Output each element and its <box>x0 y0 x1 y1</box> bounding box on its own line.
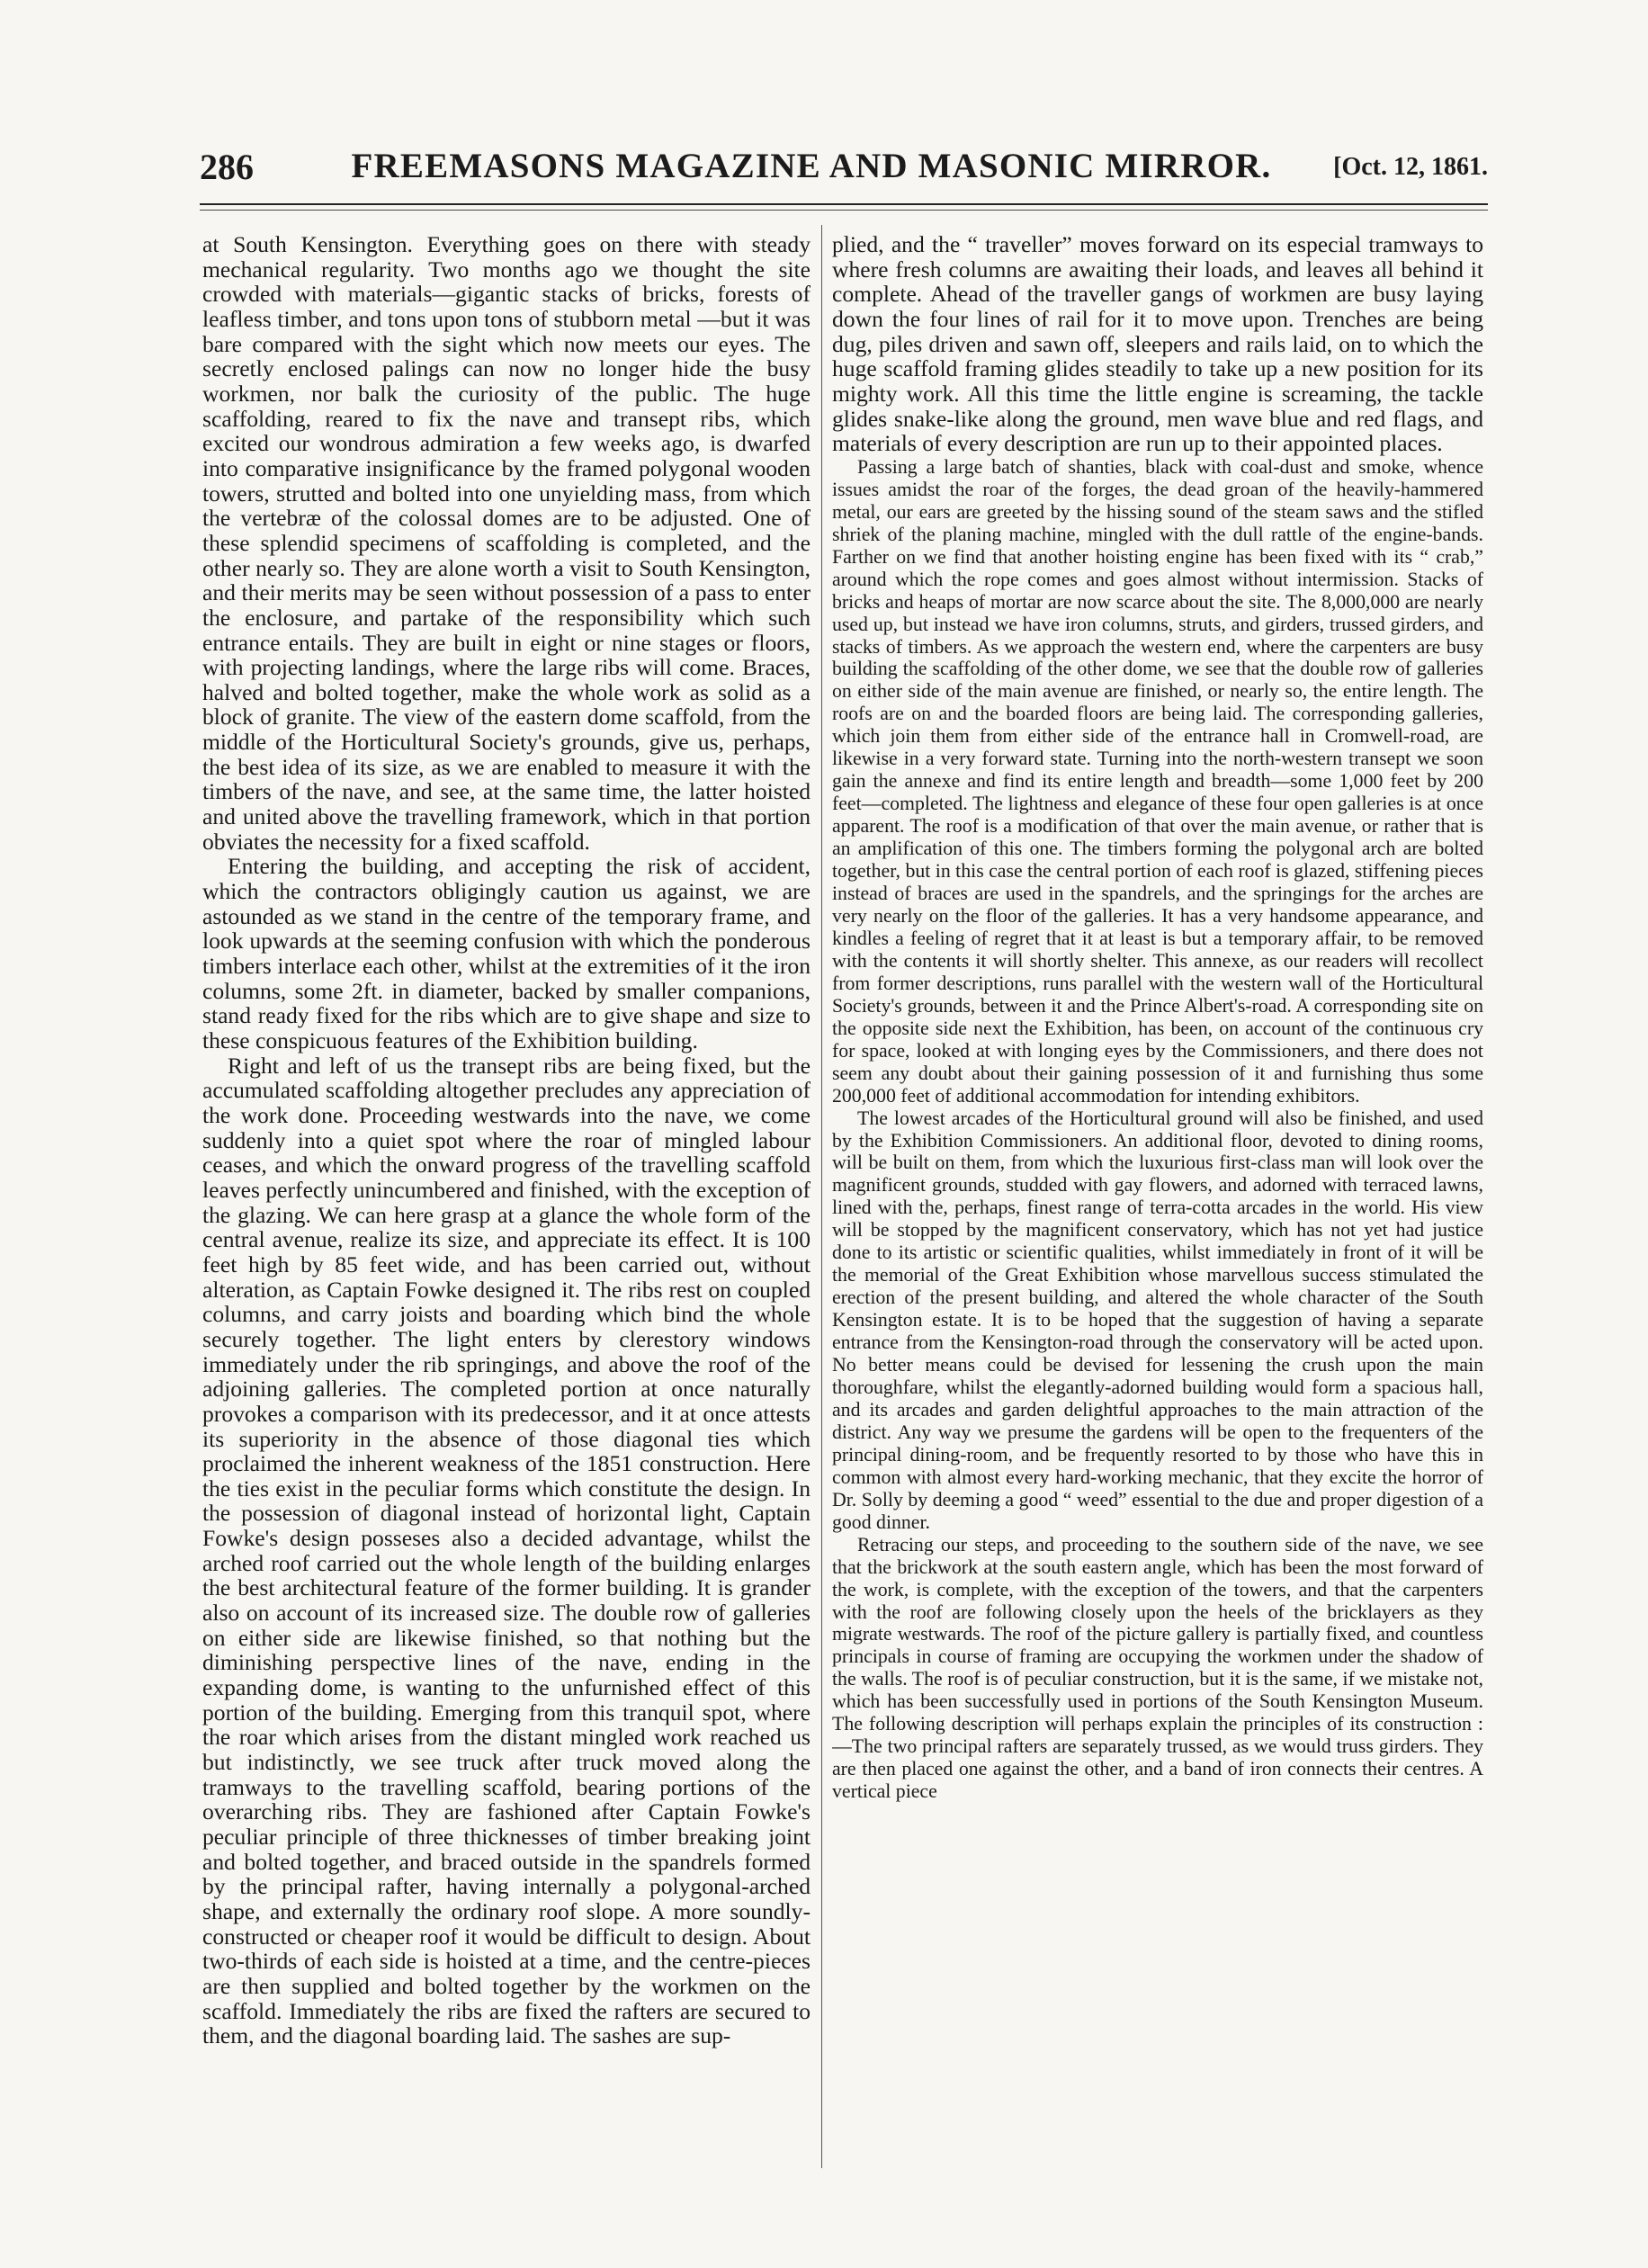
right-column <box>832 232 1483 2157</box>
left-paragraph-3: Right and left of us the transept ribs are being fixed, but the accumulated scaffolding altogether precludes any appreciation of the work done. Proceeding westwards into the nave, we come suddenly into a quiet spot where the roar of mingled labour ceases, and which the onward progress of the travelling scaffold leaves perfectly unincumbered and finished, with the exception of the glazing. We can here grasp at a glance the whole form of the central avenue, realize its size, and appreciate its effect. It is 100 feet high by 85 feet wide, and has been carried out, without alteration, as Captain Fowke designed it. The ribs rest on coupled columns, and carry joists and boarding which bind the whole securely together. The light enters by clerestory windows immediately under the rib springings, and above the roof of the adjoining galleries. The completed portion at once naturally provokes a comparison with its predecessor, and it at once attests its superiority in the absence of those diagonal ties which proclaimed the inherent weakness of the 1851 construction. Here the ties exist in the peculiar forms which constitute the design. In the possession of diagonal instead of horizontal light, Captain Fowke's design posseses also a decided advantage, whilst the arched roof carried out the whole length of the building enlarges the best architectural feature of the former building. It is grander also on account of its increased size. The double row of galleries on either side are likewise finished, so that nothing but the diminishing perspective lines of the nave, ending in the expanding dome, is wanting to the unfurnished effect of this portion of the building. Emerging from this tranquil spot, where the roar which arises from the distant mingled work reached us but indistinctly, we see truck after truck moved along the tramways to the travelling scaffold, bearing portions of the overarching ribs. They are fashioned after Captain Fowke's peculiar principle of three thicknesses of timber breaking joint and bolted together, and braced outside in the spandrels formed by the principal rafter, having internally a polygonal-arched shape, and externally the ordinary roof slope. A more soundly-constructed or cheaper roof it would be difficult to design. About two-thirds of each side is hoisted at a time, and the centre-pieces are then supplied and bolted together by the workmen on the scaffold. Immediately the ribs are fixed the rafters are secured to them, and the diagonal boarding laid. The sashes are sup- <box>202 1052 811 2049</box>
page-number: 286 <box>200 147 254 187</box>
right-paragraph-1: plied, and the “ traveller” moves forward on its especial tramways to where fresh columns are awaiting their loads, and leaves all behind it complete. Ahead of the traveller gangs of workmen are busy laying down the four lines of rail for it to move upon. Trenches are being dug, piles driven and sawn off, sleepers and rails laid, on to which the huge scaffold framing glides steadily to take up a new position for its mighty work. All this time the little engine is screaming, the tackle glides snake-like along the ground, men wave blue and red flags, and materials of every description are run up to their appointed places. <box>832 232 1483 457</box>
masthead-title: FREEMASONS MAGAZINE AND MASONIC MIRROR. <box>351 147 1272 185</box>
right-paragraph-3: The lowest arcades of the Horticultural ground will also be finished, and used by the Exhibition Commissioners. An additional floor, devoted to dining rooms, will be built on them, from which the luxurious first-class man will look over the magnificent grounds, studded with gay flowers, and adorned with terraced lawns, lined with the, perhaps, finest range of terra-cotta arcades in the world. His view will be stopped by the magnificent conservatory, which has not yet had justice done to its artistic or scientific qualities, whilst immediately in front of it will be the memorial of the Great Exhibition whose marvellous success stimulated the erection of the present building, and altered the whole character of the South Kensington estate. It is to be hoped that the suggestion of having a separate entrance from the Kensington-road through the conservatory will be acted upon. No better means could be devised for lessening the crush upon the main thoroughfare, whilst the elegantly-adorned building would form a spacious hall, and its arcades and garden delightful approaches to the main attraction of the district. Any way we presume the gardens will be open to the frequenters of the principal dining-room, and be frequently resorted to by those who have this in common with almost every hard-working mechanic, that they excite the horror of Dr. Solly by deeming a good “ weed” essential to the due and proper digestion of a good dinner. <box>832 1107 1483 1533</box>
column-divider <box>821 225 822 2168</box>
header-rule-thin <box>200 210 1488 211</box>
right-paragraph-2: Passing a large batch of shanties, black with coal-dust and smoke, whence issues amidst the roar of the forges, the dead groan of the heavily-hammered metal, our ears are greeted by the hissing sound of the steam saws and the stifled shriek of the planing machine, mingled with the dull rattle of the engine-bands. Farther on we find that another hoisting engine has been fixed with its “ crab,” around which the rope comes and goes almost without intermission. Stacks of bricks and heaps of mortar are now scarce about the site. The 8,000,000 are nearly used up, but instead we have iron columns, struts, and girders, trussed girders, and stacks of timbers. As we approach the western end, where the carpenters are busy building the scaffolding of the other dome, we see that the double row of galleries on either side of the main avenue are finished, or nearly so, the entire length. The roofs are on and the boarded floors are being laid. The corresponding galleries, which join them from either side of the entrance hall in Cromwell-road, are likewise in a very forward state. Turning into the north-western transept we soon gain the annexe and find its entire length and breadth—some 1,000 feet by 200 feet—completed. The lightness and elegance of these four open galleries is at once apparent. The roof is a modification of that over the main avenue, or rather that is an amplification of this one. The timbers forming the polygonal arch are bolted together, but in this case the central portion of each roof is glazed, stiffening pieces instead of braces are used in the spandrels, and the springings for the arches are very nearly on the floor of the galleries. It has a very handsome appearance, and kindles a feeling of regret that it at least is but a temporary affair, to be removed with the contents it will shortly shelter. This annexe, as our readers will recollect from former descriptions, runs parallel with the western wall of the Horticultural Society's grounds, between it and the Prince Albert's-road. A corresponding site on the opposite side next the Exhibition, has been, on account of the continuous cry for space, looked at with longing eyes by the Commissioners, and there does not seem any doubt about their gaining possession of it and furnishing thus some 200,000 feet of additional accommodation for intending exhibitors. <box>832 455 1483 1107</box>
left-paragraph-2: Entering the building, and accepting the risk of accident, which the contractors obligingly caution us against, we are astounded as we stand in the centre of the temporary frame, and look upwards at the seeming confusion with which the ponderous timbers interlace each other, whilst at the extremities of it the iron columns, some 2ft. in diameter, backed by smaller companions, stand ready fixed for the ribs which are to give shape and size to these conspicuous features of the Exhibition building. <box>202 853 811 1053</box>
right-paragraph-4: Retracing our steps, and proceeding to the southern side of the nave, we see that the brickwork at the south eastern angle, which has been the most forward of the work, is complete, with the exception of the towers, and that the carpenters with the roof are following closely upon the heels of the bricklayers as they migrate westwards. The roof of the picture gallery is partially fixed, and countless principals in course of framing are occupying the workmen under the shadow of the walls. The roof is of peculiar construction, but it is the same, if we mistake not, which has been successfully used in portions of the South Kensington Museum. The following description will perhaps explain the principles of its construction :—The two principal rafters are separately trussed, as we would truss girders. They are then placed one against the other, and a band of iron connects their centres. A vertical piece <box>832 1533 1483 1803</box>
issue-date: [Oct. 12, 1861. <box>1333 153 1488 181</box>
page-header <box>200 142 1488 196</box>
left-column <box>202 232 811 2157</box>
left-paragraph-1: at South Kensington. Everything goes on there with steady mechanical regularity. Two months ago we thought the site crowded with materials—gigantic stacks of bricks, forests of leafless timber, and tons upon tons of stubborn metal —but it was bare compared with the sight which now meets our eyes. The secretly enclosed palings can now no longer hide the busy workmen, nor balk the curiosity of the public. The huge scaffolding, reared to fix the nave and transept ribs, which excited our wondrous admiration a few weeks ago, is dwarfed into comparative insignificance by the framed polygonal wooden towers, strutted and bolted into one unyielding mass, from which the vertebræ of the colossal domes are to be adjusted. One of these splendid specimens of scaffolding is completed, and the other nearly so. They are alone worth a visit to South Kensington, and their merits may be seen without possession of a pass to enter the enclosure, and partake of the responsibility which such entrance entails. They are built in eight or nine stages or floors, with projecting landings, where the large ribs will come. Braces, halved and bolted together, make the whole work as solid as a block of granite. The view of the eastern dome scaffold, from the middle of the Horticultural Society's grounds, give us, perhaps, the best idea of its size, as we are enabled to measure it with the timbers of the nave, and see, at the same time, the latter hoisted and united above the travelling framework, which in that portion obviates the necessity for a fixed scaffold. <box>202 232 811 855</box>
header-rule <box>200 203 1488 205</box>
